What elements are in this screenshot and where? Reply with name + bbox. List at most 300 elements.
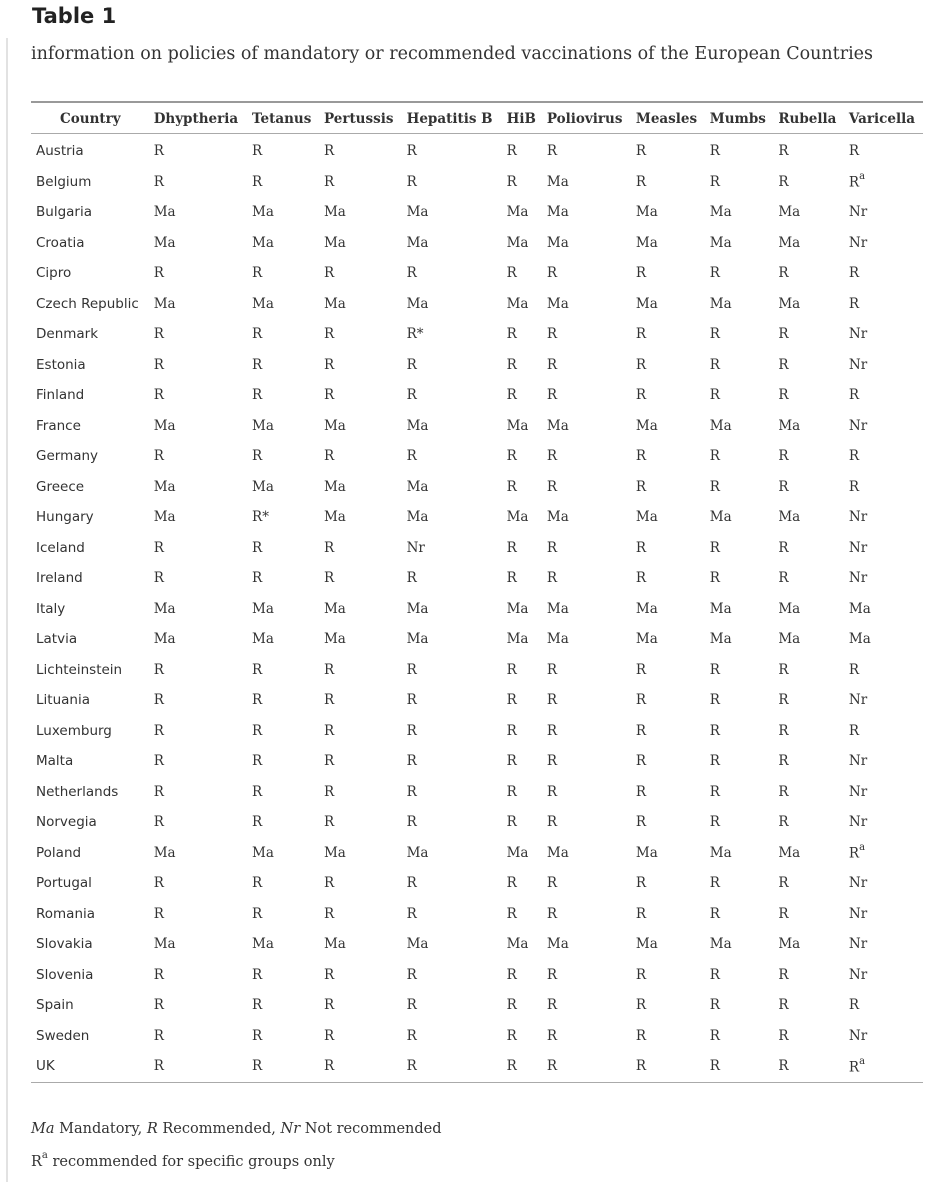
policy-cell: R xyxy=(635,997,647,1014)
policy-cell: Ma xyxy=(323,417,346,434)
legend-ma-text: Mandatory, xyxy=(54,1121,147,1137)
policy-cell: Ma xyxy=(252,631,274,648)
header-poliovirus: Poliovirus xyxy=(542,102,631,134)
country-cell: Greece xyxy=(36,478,85,495)
policy-cell: R xyxy=(323,326,335,343)
table-row xyxy=(31,411,923,442)
policy-cell: Ma xyxy=(546,417,569,434)
policy-cell: R xyxy=(406,661,417,678)
policy-cell: Ma xyxy=(709,600,732,617)
country-cell: Netherlands xyxy=(36,783,119,800)
policy-cell: Ma xyxy=(252,234,274,251)
policy-cell: R xyxy=(709,814,720,831)
policy-cell: R xyxy=(323,265,335,282)
policy-cell: Ma xyxy=(635,204,658,221)
policy-cell: Ma xyxy=(406,417,429,434)
policy-cell: R xyxy=(709,905,720,922)
policy-cell: R xyxy=(635,1027,647,1044)
table-row xyxy=(31,685,923,716)
policy-cell: R xyxy=(252,1027,263,1044)
policy-cell: R xyxy=(506,783,517,800)
header-tetanus: Tetanus xyxy=(247,102,319,134)
policy-cell: Ma xyxy=(709,204,732,221)
policy-cell: R xyxy=(778,326,789,343)
policy-cell: Ma xyxy=(635,600,658,617)
policy-cell: R xyxy=(252,387,263,404)
policy-cell: $R^a$ xyxy=(848,171,866,191)
policy-cell: R xyxy=(635,661,647,678)
policy-cell: Ma xyxy=(848,631,871,648)
country-cell: Spain xyxy=(36,997,74,1014)
policy-cell: R xyxy=(778,783,789,800)
superscript-marker: a xyxy=(859,1055,866,1067)
policy-cell: R xyxy=(778,814,789,831)
table-row xyxy=(31,899,923,930)
policy-cell: R xyxy=(323,692,335,709)
header-pertussis: Pertussis xyxy=(319,102,402,134)
policy-cell: R xyxy=(778,539,789,556)
policy-cell: R xyxy=(406,966,417,983)
policy-cell: R xyxy=(635,448,647,465)
header-measles: Measles xyxy=(631,102,705,134)
table-header xyxy=(31,102,923,134)
policy-cell: R xyxy=(778,661,789,678)
policy-cell: R xyxy=(778,265,789,282)
policy-cell: R xyxy=(252,539,263,556)
header-mumbs: Mumbs xyxy=(705,102,774,134)
policy-cell: Ma xyxy=(153,844,176,861)
policy-cell: R xyxy=(709,326,720,343)
policy-cell: Ma xyxy=(506,204,529,221)
policy-cell: Ma xyxy=(546,173,569,190)
policy-cell: R xyxy=(546,1027,558,1044)
legend-ma-abbr: Ma xyxy=(31,1121,55,1137)
table-title: Table 1 xyxy=(32,4,117,28)
policy-cell: Ma xyxy=(153,204,176,221)
policy-cell: Ma xyxy=(153,936,176,953)
policy-cell: Nr xyxy=(848,875,868,892)
policy-cell: R xyxy=(635,539,647,556)
policy-cell: R xyxy=(252,966,263,983)
policy-cell: Ma xyxy=(506,600,529,617)
policy-cell: Ma xyxy=(546,509,569,526)
policy-cell: R xyxy=(709,692,720,709)
table-row xyxy=(31,838,923,869)
policy-cell: R xyxy=(506,997,517,1014)
table-row xyxy=(31,167,923,198)
policy-cell: R xyxy=(709,1027,720,1044)
policy-cell: R xyxy=(153,966,164,983)
policy-cell: Ma xyxy=(406,936,429,953)
policy-cell: R xyxy=(506,356,517,373)
policy-cell: R xyxy=(153,265,164,282)
policy-cell: Ma xyxy=(709,844,732,861)
policy-cell: R xyxy=(546,1058,558,1075)
policy-cell: R xyxy=(709,173,720,190)
policy-cell: R xyxy=(506,814,517,831)
policy-cell: R xyxy=(323,1058,335,1075)
policy-cell: R xyxy=(153,448,164,465)
policy-cell: R xyxy=(546,783,558,800)
policy-cell: R xyxy=(848,265,860,282)
policy-cell: R xyxy=(635,326,647,343)
policy-cell: R xyxy=(546,326,558,343)
policy-cell: R xyxy=(506,448,517,465)
policy-cell: Ma xyxy=(546,600,569,617)
superscript-marker: a xyxy=(859,171,866,182)
country-cell: Luxemburg xyxy=(36,722,112,739)
policy-cell: R xyxy=(635,814,647,831)
country-cell: Austria xyxy=(36,143,84,160)
policy-cell: R xyxy=(506,387,517,404)
legend-footnote xyxy=(31,1121,442,1152)
policy-cell: R xyxy=(323,905,335,922)
policy-cell: R xyxy=(546,966,558,983)
policy-cell: R xyxy=(635,692,647,709)
policy-cell: Ma xyxy=(778,600,801,617)
policy-cell: Ma xyxy=(406,844,429,861)
policy-cell: R xyxy=(252,1058,263,1075)
policy-cell: R xyxy=(406,905,417,922)
policy-cell: Nr xyxy=(848,539,868,556)
policy-cell: Ma xyxy=(506,295,529,312)
country-cell: Finland xyxy=(36,387,85,404)
policy-cell: R xyxy=(153,661,164,678)
policy-cell: Ma xyxy=(153,478,176,495)
legend-r-text: Recommended, xyxy=(157,1121,281,1137)
policy-cell: Ma xyxy=(506,631,529,648)
country-cell: Romania xyxy=(36,905,96,922)
policy-cell: Nr xyxy=(848,783,868,800)
table-row xyxy=(31,563,923,594)
policy-cell: Ma xyxy=(635,631,658,648)
policy-cell: Ma xyxy=(778,204,801,221)
policy-cell: R xyxy=(778,143,789,160)
policy-cell: R xyxy=(848,661,860,678)
policy-cell: R xyxy=(153,814,164,831)
policy-cell: R xyxy=(635,387,647,404)
policy-cell: R xyxy=(506,143,517,160)
policy-cell: Ma xyxy=(546,295,569,312)
country-cell: Cipro xyxy=(36,265,72,282)
policy-cell: R xyxy=(778,387,789,404)
policy-cell: R xyxy=(506,753,517,770)
policy-cell: R xyxy=(709,387,720,404)
policy-cell: Ma xyxy=(546,844,569,861)
policy-cell: R xyxy=(506,478,517,495)
table-row xyxy=(31,624,923,655)
table-row xyxy=(31,197,923,228)
policy-cell: R xyxy=(709,783,720,800)
superscript-marker: a xyxy=(859,842,866,853)
policy-cell: R xyxy=(252,875,263,892)
policy-cell: R xyxy=(709,356,720,373)
policy-cell: R xyxy=(848,448,860,465)
policy-cell: R xyxy=(546,997,558,1014)
table-row xyxy=(31,594,923,625)
policy-cell: R xyxy=(252,143,263,160)
policy-cell: Ma xyxy=(406,234,429,251)
policy-cell: Ma xyxy=(153,234,176,251)
policy-cell: Nr xyxy=(848,814,868,831)
policy-cell: Ma xyxy=(323,936,346,953)
policy-cell: R xyxy=(546,539,558,556)
country-cell: Lituania xyxy=(36,692,90,709)
policy-cell: Ma xyxy=(709,509,732,526)
policy-cell: R xyxy=(506,570,517,587)
table-row xyxy=(31,807,923,838)
policy-cell: R xyxy=(546,570,558,587)
policy-cell: R xyxy=(252,448,263,465)
policy-cell: R xyxy=(635,722,647,739)
policy-cell: R xyxy=(406,997,417,1014)
policy-cell: R xyxy=(153,753,164,770)
policy-cell: R xyxy=(252,692,263,709)
policy-cell: R xyxy=(778,875,789,892)
policy-cell: Ma xyxy=(778,936,801,953)
policy-cell: R xyxy=(323,753,335,770)
legend-nr-abbr: Nr xyxy=(280,1121,301,1137)
policy-cell: R xyxy=(406,1058,417,1075)
vaccination-table xyxy=(31,101,923,1083)
policy-cell: R xyxy=(848,722,860,739)
policy-cell: R xyxy=(252,326,263,343)
policy-cell: R xyxy=(406,143,417,160)
country-cell: Ireland xyxy=(36,570,83,587)
table-row xyxy=(31,1021,923,1052)
table-row xyxy=(31,258,923,289)
policy-cell: R xyxy=(546,814,558,831)
policy-cell: R xyxy=(635,173,647,190)
policy-cell: Ma xyxy=(153,417,176,434)
country-cell: Portugal xyxy=(36,875,92,892)
table-row xyxy=(31,746,923,777)
policy-cell: R xyxy=(506,661,517,678)
policy-cell: Ma xyxy=(506,417,529,434)
policy-cell: R xyxy=(406,722,417,739)
policy-cell: Ma xyxy=(252,478,274,495)
policy-cell: R xyxy=(153,1058,164,1075)
policy-cell: R xyxy=(406,356,417,373)
policy-cell: Ma xyxy=(709,936,732,953)
policy-cell: Nr xyxy=(848,966,868,983)
policy-cell: R* xyxy=(252,509,269,526)
policy-cell: R xyxy=(323,539,335,556)
table-row xyxy=(31,960,923,991)
policy-cell: R xyxy=(406,814,417,831)
policy-cell: R xyxy=(252,661,263,678)
header-dhyptheria: Dhyptheria xyxy=(149,102,247,134)
policy-cell: R xyxy=(778,753,789,770)
policy-cell: R xyxy=(506,539,517,556)
policy-cell: R xyxy=(848,997,860,1014)
policy-cell: R xyxy=(709,265,720,282)
policy-cell: Ma xyxy=(778,509,801,526)
policy-cell: R xyxy=(546,448,558,465)
policy-cell: Nr xyxy=(848,692,868,709)
policy-cell: R xyxy=(778,1027,789,1044)
policy-cell: R xyxy=(709,448,720,465)
policy-cell: R xyxy=(406,875,417,892)
policy-cell: R xyxy=(778,1058,789,1075)
policy-cell: R xyxy=(546,478,558,495)
policy-cell: Ma xyxy=(778,295,801,312)
table-row xyxy=(31,502,923,533)
policy-cell: R xyxy=(323,997,335,1014)
policy-cell: R xyxy=(506,173,517,190)
policy-cell: R xyxy=(323,814,335,831)
policy-cell: R xyxy=(406,753,417,770)
policy-cell: Ma xyxy=(506,844,529,861)
policy-cell: R xyxy=(709,722,720,739)
policy-cell: R xyxy=(778,905,789,922)
policy-cell: R xyxy=(506,966,517,983)
country-cell: Hungary xyxy=(36,509,94,526)
policy-cell: R xyxy=(153,783,164,800)
policy-cell: $R^a$ xyxy=(848,842,866,862)
policy-cell: R xyxy=(153,692,164,709)
header-row xyxy=(31,102,923,134)
footnote-sup: a xyxy=(41,1150,48,1161)
policy-cell: R xyxy=(406,692,417,709)
policy-cell: R xyxy=(709,1058,720,1075)
policy-cell: R xyxy=(546,143,558,160)
policy-cell: R xyxy=(323,387,335,404)
policy-cell: R xyxy=(252,753,263,770)
legend-r-abbr: R xyxy=(146,1121,158,1137)
country-cell: France xyxy=(36,417,81,434)
table-row xyxy=(31,472,923,503)
policy-cell: Ma xyxy=(506,234,529,251)
policy-cell: R xyxy=(546,265,558,282)
policy-cell: Ma xyxy=(252,417,274,434)
policy-cell: R xyxy=(709,478,720,495)
policy-cell: R xyxy=(323,356,335,373)
header-hepatitis-b: Hepatitis B xyxy=(402,102,502,134)
country-cell: Italy xyxy=(36,600,66,617)
policy-cell: R xyxy=(709,570,720,587)
table-caption: information on policies of mandatory or recommended vaccinations of the European Countries xyxy=(31,44,873,64)
policy-cell: R xyxy=(546,722,558,739)
policy-cell: Ma xyxy=(252,936,274,953)
policy-cell: R xyxy=(778,692,789,709)
policy-cell: R xyxy=(709,997,720,1014)
policy-cell: R xyxy=(252,905,263,922)
policy-cell: R xyxy=(323,143,335,160)
country-cell: Latvia xyxy=(36,631,78,648)
country-cell: UK xyxy=(36,1058,55,1075)
country-cell: Czech Republic xyxy=(36,295,139,312)
policy-cell: R xyxy=(709,875,720,892)
country-cell: Malta xyxy=(36,753,74,770)
policy-cell: Ma xyxy=(635,417,658,434)
country-cell: Lichteinstein xyxy=(36,661,123,678)
policy-cell: R xyxy=(252,173,263,190)
legend-nr-text: Not recommended xyxy=(300,1121,442,1137)
policy-cell: R xyxy=(323,783,335,800)
policy-cell: R* xyxy=(406,326,424,343)
policy-cell: Ma xyxy=(635,295,658,312)
policy-cell: Ma xyxy=(323,204,346,221)
table-row xyxy=(31,228,923,259)
policy-cell: Ma xyxy=(406,295,429,312)
policy-cell: R xyxy=(709,539,720,556)
policy-cell: R xyxy=(778,173,789,190)
country-cell: Croatia xyxy=(36,234,85,251)
policy-cell: R xyxy=(153,143,164,160)
policy-cell: R xyxy=(506,326,517,343)
policy-cell: R xyxy=(323,173,335,190)
policy-cell: Ma xyxy=(323,234,346,251)
policy-cell: R xyxy=(323,570,335,587)
header-hib: HiB xyxy=(502,102,542,134)
policy-cell: R xyxy=(778,356,789,373)
policy-cell: Ma xyxy=(323,844,346,861)
policy-cell: R xyxy=(848,295,860,312)
table-row xyxy=(31,289,923,320)
policy-cell: R xyxy=(506,722,517,739)
country-cell: Slovenia xyxy=(36,966,94,983)
policy-cell: R xyxy=(848,478,860,495)
policy-cell: R xyxy=(323,661,335,678)
country-cell: Iceland xyxy=(36,539,85,556)
policy-cell: R xyxy=(153,875,164,892)
policy-cell: Nr xyxy=(848,936,868,953)
policy-cell: Ma xyxy=(546,234,569,251)
policy-cell: Ma xyxy=(506,936,529,953)
policy-cell: Ma xyxy=(778,234,801,251)
policy-cell: R xyxy=(252,265,263,282)
policy-cell: Nr xyxy=(848,905,868,922)
policy-cell: R xyxy=(546,753,558,770)
policy-cell: Ma xyxy=(546,631,569,648)
policy-cell: Nr xyxy=(848,204,868,221)
policy-cell: R xyxy=(252,814,263,831)
policy-cell: R xyxy=(635,1058,647,1075)
policy-cell: Ma xyxy=(252,844,274,861)
policy-cell: R xyxy=(153,539,164,556)
policy-cell: R xyxy=(778,722,789,739)
policy-cell: R xyxy=(709,661,720,678)
policy-cell: Ma xyxy=(153,631,176,648)
policy-cell: R xyxy=(153,173,164,190)
policy-cell: R xyxy=(778,966,789,983)
policy-cell: Ma xyxy=(323,600,346,617)
policy-cell: R xyxy=(153,722,164,739)
superscript-footnote xyxy=(31,1152,442,1183)
policy-cell: Nr xyxy=(848,356,868,373)
policy-cell: R xyxy=(252,997,263,1014)
header-rubella: Rubella xyxy=(773,102,844,134)
table-row xyxy=(31,380,923,411)
policy-cell: R xyxy=(252,783,263,800)
policy-cell: R xyxy=(153,570,164,587)
policy-cell: R xyxy=(635,783,647,800)
policy-cell: R xyxy=(778,997,789,1014)
policy-cell: R xyxy=(848,387,860,404)
policy-cell: R xyxy=(323,1027,335,1044)
policy-cell: R xyxy=(252,570,263,587)
policy-cell: Ma xyxy=(153,600,176,617)
table-row xyxy=(31,134,923,167)
table-row xyxy=(31,777,923,808)
policy-cell: R xyxy=(252,722,263,739)
policy-cell: $R^a$ xyxy=(848,1055,866,1075)
country-cell: Sweden xyxy=(36,1027,90,1044)
policy-cell: R xyxy=(635,966,647,983)
policy-cell: R xyxy=(506,905,517,922)
policy-cell: R xyxy=(546,692,558,709)
